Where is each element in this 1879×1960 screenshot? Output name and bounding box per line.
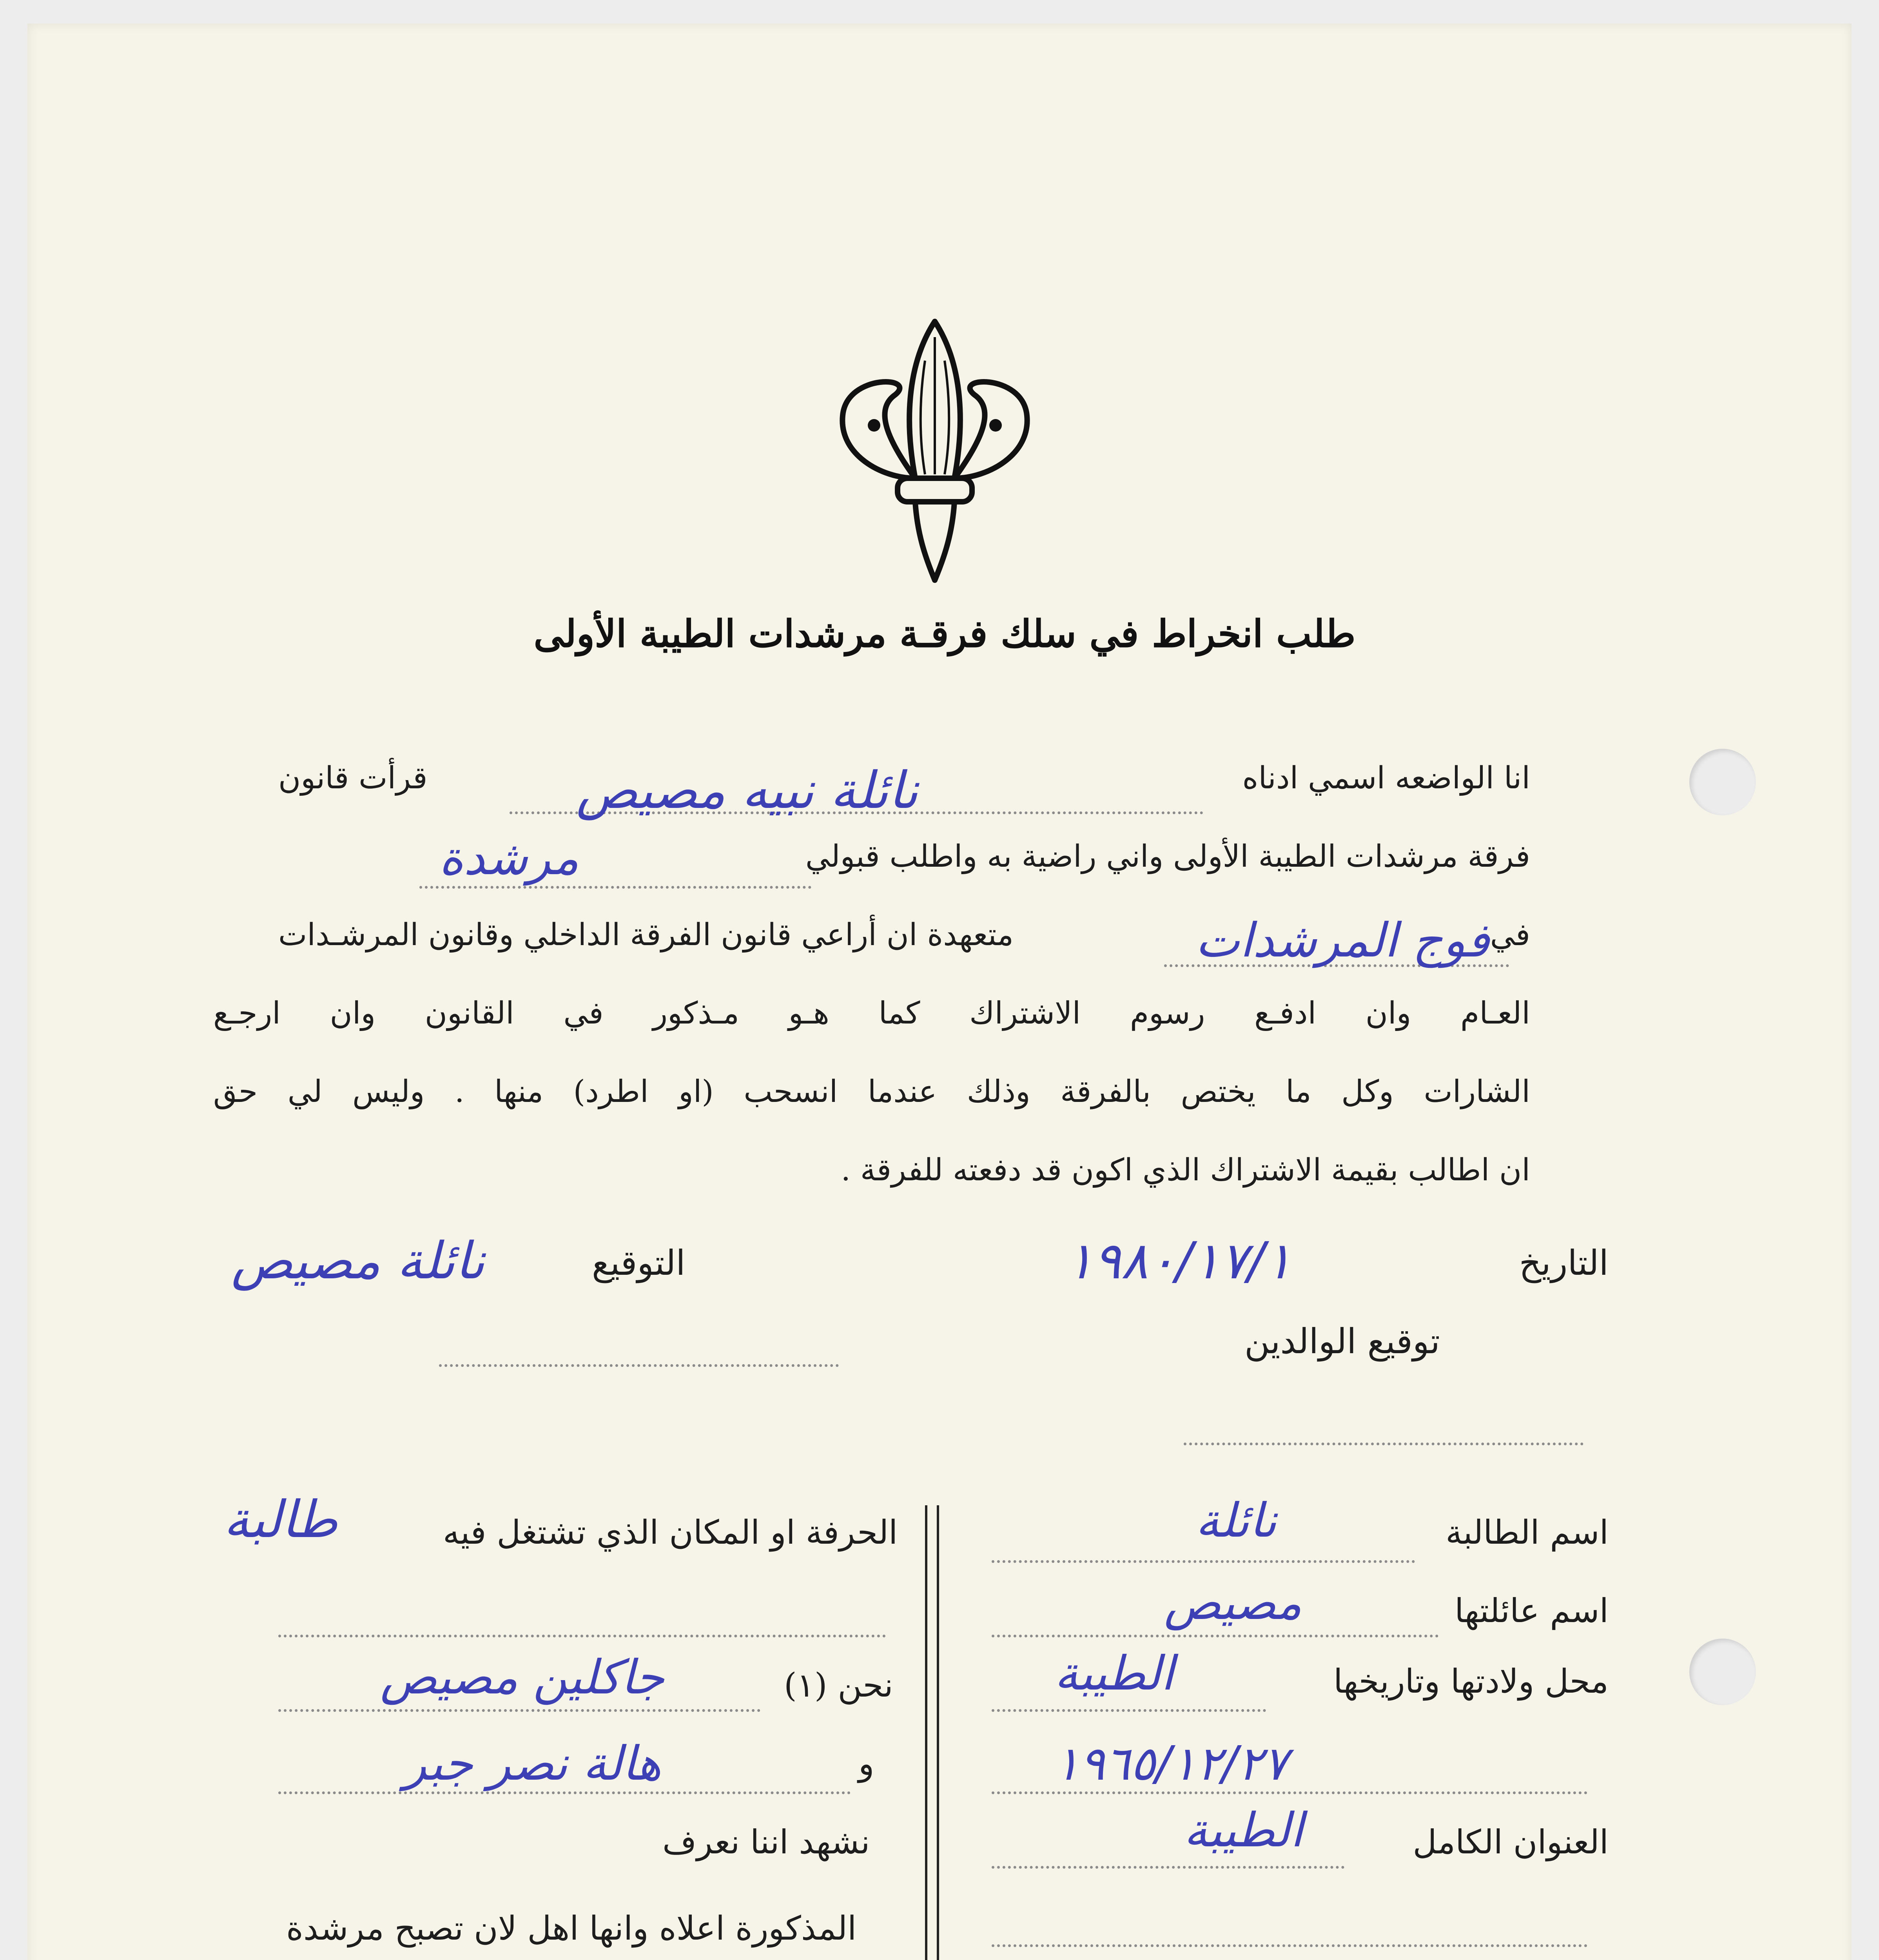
- occupation-line: [278, 1635, 886, 1637]
- punch-hole-bottom: [1689, 1639, 1756, 1705]
- birth-place-date-label: محل ولادتها وتاريخها: [1333, 1662, 1609, 1700]
- para-line3-start: في: [1490, 917, 1530, 953]
- signature-line: [439, 1364, 839, 1367]
- witness-1-line: [278, 1709, 760, 1712]
- form-page: [27, 24, 1852, 1960]
- fleur-de-lis-icon: [831, 314, 1039, 596]
- para-line1-start: انا الواضعه اسمي ادناه: [1242, 760, 1530, 796]
- para-line6: ان اطالب بقيمة الاشتراك الذي اكون قد دفعته للفرقة .: [841, 1152, 1530, 1188]
- handwritten-occupation: طالبة: [223, 1490, 338, 1549]
- full-address-label: العنوان الكامل: [1413, 1823, 1609, 1861]
- para-line2: فرقة مرشدات الطيبة الأولى واني راضية به واطلب قبولي: [805, 839, 1530, 874]
- family-name-label: اسم عائلتها: [1455, 1592, 1609, 1630]
- witness-2-line: [278, 1791, 851, 1794]
- handwritten-student-name: نائلة: [1195, 1494, 1277, 1548]
- para-line3-end: متعهدة ان أراعي قانون الفرقة الداخلي وقانون المرشـدات: [278, 917, 1014, 953]
- column-divider-1: [925, 1505, 927, 1960]
- handwritten-signature: نائلة مصيص: [231, 1231, 485, 1290]
- and-label: و: [858, 1744, 874, 1783]
- handwritten-birth-place: الطيبة: [1054, 1646, 1174, 1701]
- para-line5: الشارات وكل ما يختص بالفرقة وذلك عندما انسحب (او اطرد) منها . وليس لي حق: [213, 1074, 1530, 1109]
- date-label: التاريخ: [1519, 1243, 1609, 1283]
- occupation-label: الحرفة او المكان الذي تشتغل فيه: [443, 1513, 898, 1552]
- we-label: نحن (١): [784, 1666, 893, 1704]
- student-name-line: [992, 1560, 1415, 1563]
- student-name-label: اسم الطالبة: [1446, 1513, 1609, 1552]
- handwritten-full-address: الطيبة: [1184, 1803, 1304, 1858]
- form-title: طلب انخراط في سلك فرقـة مرشدات الطيبة الأولى: [533, 612, 1356, 656]
- handwritten-witness-1: جاكلين مصيص: [380, 1650, 664, 1705]
- handwritten-name: نائلة نبيه مصيص: [576, 760, 918, 820]
- handwritten-troop: فوج المرشدات: [1195, 913, 1490, 968]
- full-address-line: [992, 1866, 1344, 1869]
- para-line4: العـام وان ادفـع رسوم الاشتراك كما هـو مـذكور في القانون وان ارجـع: [213, 996, 1530, 1031]
- handwritten-rank: مرشدة: [439, 831, 579, 886]
- handwritten-date: ١٩٨٠/١٧/١: [1066, 1231, 1292, 1290]
- birth-date-line: [992, 1791, 1587, 1794]
- signature-label: التوقيع: [592, 1243, 686, 1283]
- handwritten-witness-2: هالة نصر جبر: [404, 1737, 662, 1791]
- birth-place-line: [992, 1709, 1266, 1712]
- family-name-line: [992, 1635, 1438, 1637]
- parents-signature-line: [1184, 1443, 1583, 1445]
- para-line1-end: قرأت قانون: [278, 760, 428, 796]
- punch-hole-top: [1689, 749, 1756, 815]
- testify-label: نشهد اننا نعرف: [662, 1823, 870, 1861]
- parents-signature-label: توقيع الوالدين: [1244, 1321, 1440, 1361]
- rank-line: [419, 886, 811, 889]
- address-extra-line: [992, 1944, 1587, 1947]
- handwritten-family-name: مصيص: [1164, 1576, 1302, 1630]
- handwritten-birth-date: ١٩٦٥/١٢/٢٧: [1054, 1737, 1288, 1791]
- mentioned-label: المذكورة اعلاه وانها اهل لان تصبح مرشدة: [286, 1909, 857, 1947]
- column-divider-2: [937, 1505, 939, 1960]
